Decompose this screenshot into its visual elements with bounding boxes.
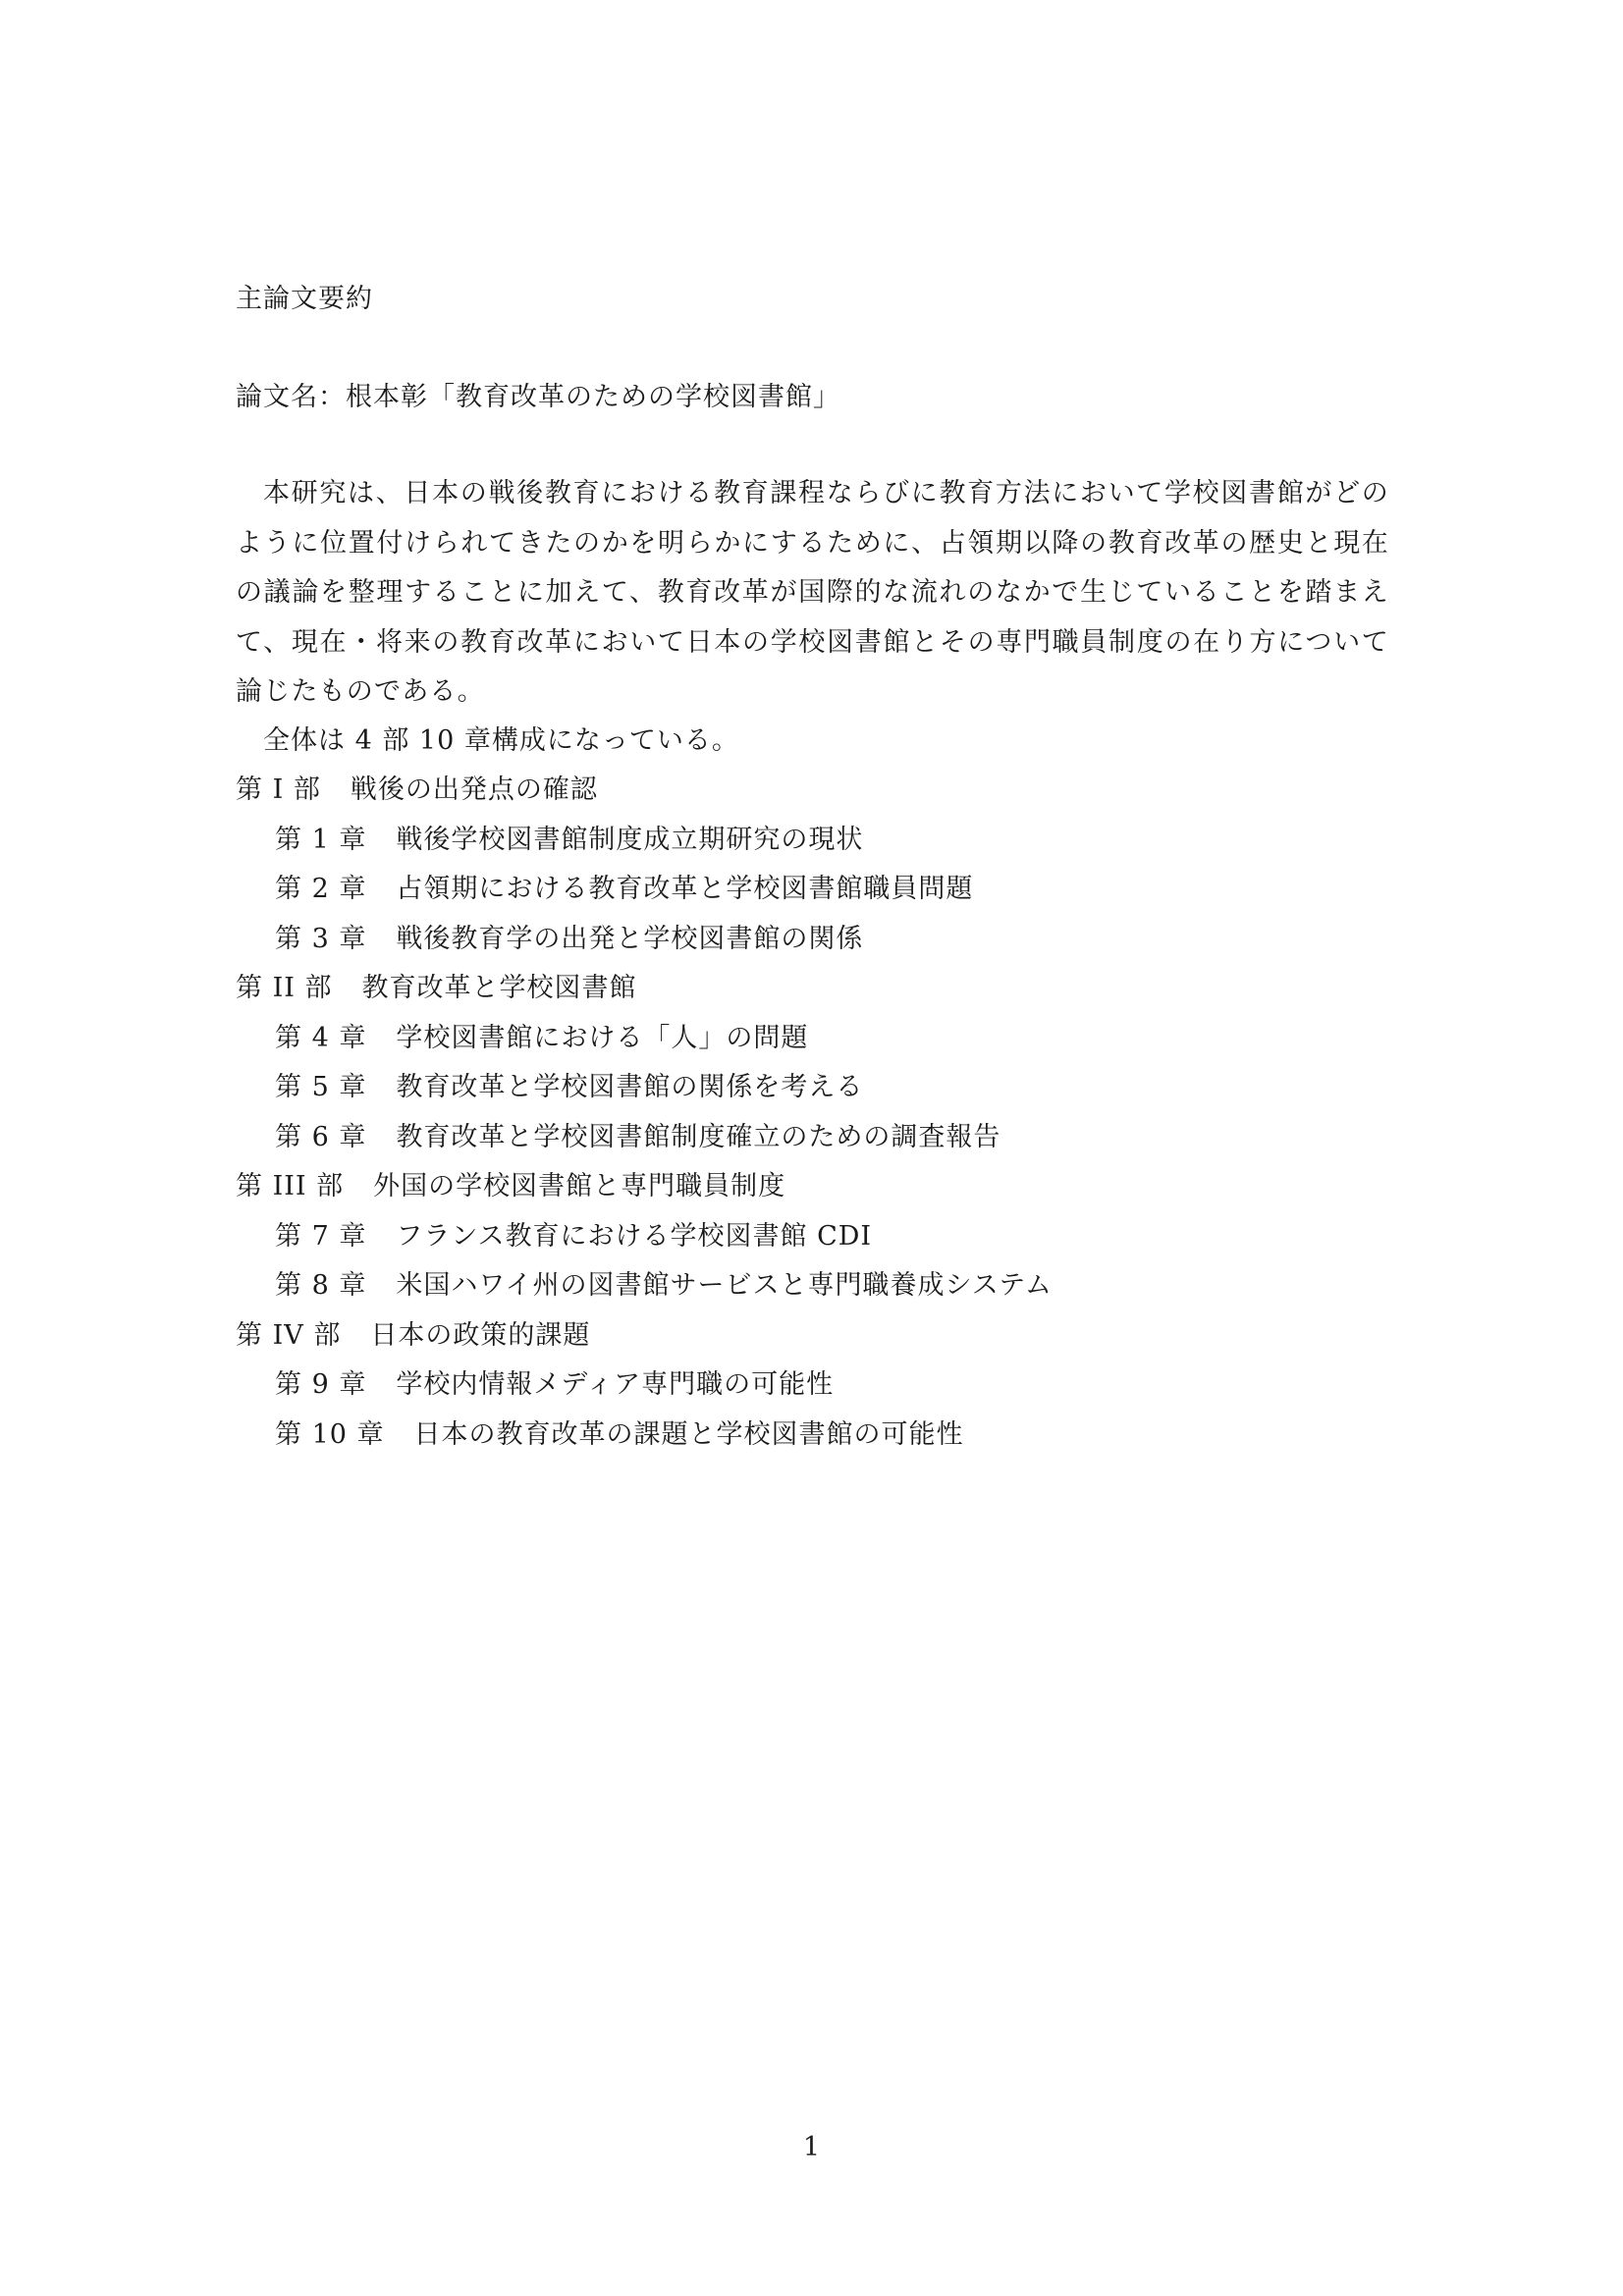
chapter-item bbox=[275, 1063, 1053, 1113]
chapter-number: 第 3 章 bbox=[275, 923, 367, 954]
chapter-list bbox=[236, 816, 1053, 965]
chapter-title: 教育改革と学校図書館制度確立のための調査報告 bbox=[396, 1121, 1001, 1152]
chapter-title: フランス教育における学校図書館 CDI bbox=[396, 1220, 873, 1252]
chapter-item bbox=[275, 915, 1053, 965]
part-number: 第 II 部 bbox=[236, 973, 333, 1003]
part-heading bbox=[236, 964, 1053, 1014]
part-heading bbox=[236, 1162, 1053, 1212]
chapter-item bbox=[275, 1361, 1053, 1411]
chapter-number: 第 6 章 bbox=[275, 1121, 367, 1152]
document-heading: 主論文要約 bbox=[236, 284, 373, 314]
toc-part bbox=[236, 1311, 1053, 1461]
chapter-title: 戦後学校図書館制度成立期研究の現状 bbox=[396, 824, 864, 855]
chapter-item bbox=[275, 1411, 1053, 1461]
chapter-number: 第 5 章 bbox=[275, 1072, 367, 1102]
part-number: 第 IV 部 bbox=[236, 1319, 342, 1351]
chapter-item bbox=[275, 1261, 1053, 1311]
chapter-item bbox=[275, 1212, 1053, 1262]
part-title: 戦後の出発点の確認 bbox=[350, 774, 598, 805]
part-number: 第 III 部 bbox=[236, 1171, 345, 1201]
chapter-list bbox=[236, 1361, 1053, 1460]
chapter-title: 教育改革と学校図書館の関係を考える bbox=[396, 1072, 864, 1102]
chapter-list bbox=[236, 1014, 1053, 1163]
table-of-contents bbox=[236, 766, 1053, 1460]
chapter-title: 米国ハワイ州の図書館サービスと専門職養成システム bbox=[396, 1270, 1053, 1301]
chapter-item bbox=[275, 816, 1053, 866]
chapter-item bbox=[275, 1014, 1053, 1064]
part-title: 教育改革と学校図書館 bbox=[361, 973, 637, 1003]
thesis-title: 論文名：根本彰「教育改革のための学校図書館」 bbox=[236, 382, 840, 412]
chapter-number: 第 8 章 bbox=[275, 1270, 367, 1301]
part-title: 外国の学校図書館と専門職員制度 bbox=[373, 1171, 786, 1201]
chapter-number: 第 7 章 bbox=[275, 1220, 367, 1252]
chapter-number: 第 4 章 bbox=[275, 1022, 367, 1053]
part-heading bbox=[236, 766, 1053, 816]
page-number: 1 bbox=[802, 2132, 821, 2163]
chapter-number: 第 1 章 bbox=[275, 824, 367, 855]
toc-part bbox=[236, 1162, 1053, 1311]
chapter-title: 日本の教育改革の課題と学校図書館の可能性 bbox=[413, 1418, 964, 1450]
chapter-title: 学校内情報メディア専門職の可能性 bbox=[396, 1369, 835, 1400]
chapter-title: 学校図書館における「人」の問題 bbox=[396, 1022, 809, 1053]
chapter-item bbox=[275, 865, 1053, 915]
toc-part bbox=[236, 964, 1053, 1162]
chapter-number: 第 9 章 bbox=[275, 1369, 367, 1400]
chapter-number: 第 10 章 bbox=[275, 1418, 385, 1450]
chapter-item bbox=[275, 1113, 1053, 1163]
structure-summary: 全体は 4 部 10 章構成になっている。 bbox=[263, 725, 739, 756]
chapter-title: 占領期における教育改革と学校図書館職員問題 bbox=[396, 874, 974, 904]
part-title: 日本の政策的課題 bbox=[370, 1319, 591, 1351]
abstract-paragraph: 本研究は、日本の戦後教育における教育課程ならびに教育方法において学校図書館がどのように位置付けられてきたのかを明らかにするために、占領期以降の教育改革の歴史と現在の議論を整理することに加えて、教育改革が国際的な流れのなかで生じていることを踏まえて、現在・将来の教育改革において日本の学校図書館とその専門職員制度の在り方について論じたものである。 bbox=[236, 478, 1389, 707]
toc-part bbox=[236, 766, 1053, 964]
part-heading bbox=[236, 1311, 1053, 1362]
chapter-list bbox=[236, 1212, 1053, 1311]
chapter-number: 第 2 章 bbox=[275, 874, 367, 904]
part-number: 第 I 部 bbox=[236, 774, 321, 805]
chapter-title: 戦後教育学の出発と学校図書館の関係 bbox=[396, 923, 864, 954]
